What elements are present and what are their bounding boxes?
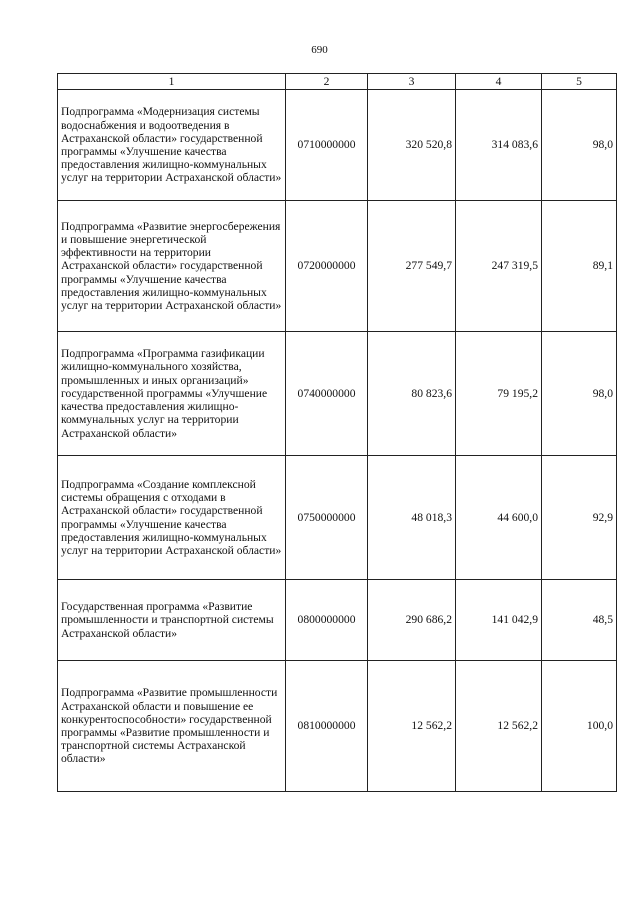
table-row [58,332,617,456]
plan-amount-cell: 48 018,3 [368,456,456,580]
plan-amount-cell: 12 562,2 [368,661,456,792]
percent-cell: 92,9 [542,456,617,580]
column-header-name: 1 [58,74,286,90]
actual-amount-cell: 79 195,2 [456,332,542,456]
table-row [58,661,617,792]
budget-table [57,73,617,792]
actual-amount-cell: 247 319,5 [456,201,542,332]
percent-cell: 98,0 [542,90,617,201]
plan-amount-cell: 290 686,2 [368,580,456,661]
actual-amount-cell: 12 562,2 [456,661,542,792]
plan-amount-cell: 320 520,8 [368,90,456,201]
table-row [58,201,617,332]
actual-amount-cell: 141 042,9 [456,580,542,661]
column-header-plan: 3 [368,74,456,90]
actual-amount-cell: 314 083,6 [456,90,542,201]
program-name-cell: Подпрограмма «Развитие энергосбережения и повышение энергетической эффективности на территории Астраханской области» государственной программы «Улучшение качества предоставления жилищно-коммунальных услуг на территории Астраханской области» [58,201,286,332]
column-header-code: 2 [286,74,368,90]
program-code-cell: 0750000000 [286,456,368,580]
column-header-percent: 5 [542,74,617,90]
program-code-cell: 0810000000 [286,661,368,792]
table-row [58,90,617,201]
program-name-cell: Подпрограмма «Создание комплексной системы обращения с отходами в Астраханской области» государственной программы «Улучшение качества предоставления жилищно-коммунальных услуг на территории Астраханской области» [58,456,286,580]
percent-cell: 48,5 [542,580,617,661]
column-header-actual: 4 [456,74,542,90]
percent-cell: 98,0 [542,332,617,456]
percent-cell: 89,1 [542,201,617,332]
plan-amount-cell: 277 549,7 [368,201,456,332]
program-code-cell: 0710000000 [286,90,368,201]
page-number: 690 [311,44,328,56]
table-row [58,580,617,661]
program-name-cell: Подпрограмма «Развитие промышленности Астраханской области и повышение ее конкурентоспособности» государственной программы «Развитие промышленности и транспортной системы Астраханской области» [58,661,286,792]
program-code-cell: 0740000000 [286,332,368,456]
table-header-row [58,74,617,90]
plan-amount-cell: 80 823,6 [368,332,456,456]
program-code-cell: 0720000000 [286,201,368,332]
table-row [58,456,617,580]
percent-cell: 100,0 [542,661,617,792]
actual-amount-cell: 44 600,0 [456,456,542,580]
program-name-cell: Подпрограмма «Программа газификации жилищно-коммунального хозяйства, промышленных и иных организаций» государственной программы «Улучшение качества предоставления жилищно-коммунальных услуг на территории Астраханской области» [58,332,286,456]
program-code-cell: 0800000000 [286,580,368,661]
program-name-cell: Подпрограмма «Модернизация системы водоснабжения и водоотведения в Астраханской области» государственной программы «Улучшение качества предоставления жилищно-коммунальных услуг на территории Астраханской области» [58,90,286,201]
program-name-cell: Государственная программа «Развитие промышленности и транспортной системы Астраханской области» [58,580,286,661]
